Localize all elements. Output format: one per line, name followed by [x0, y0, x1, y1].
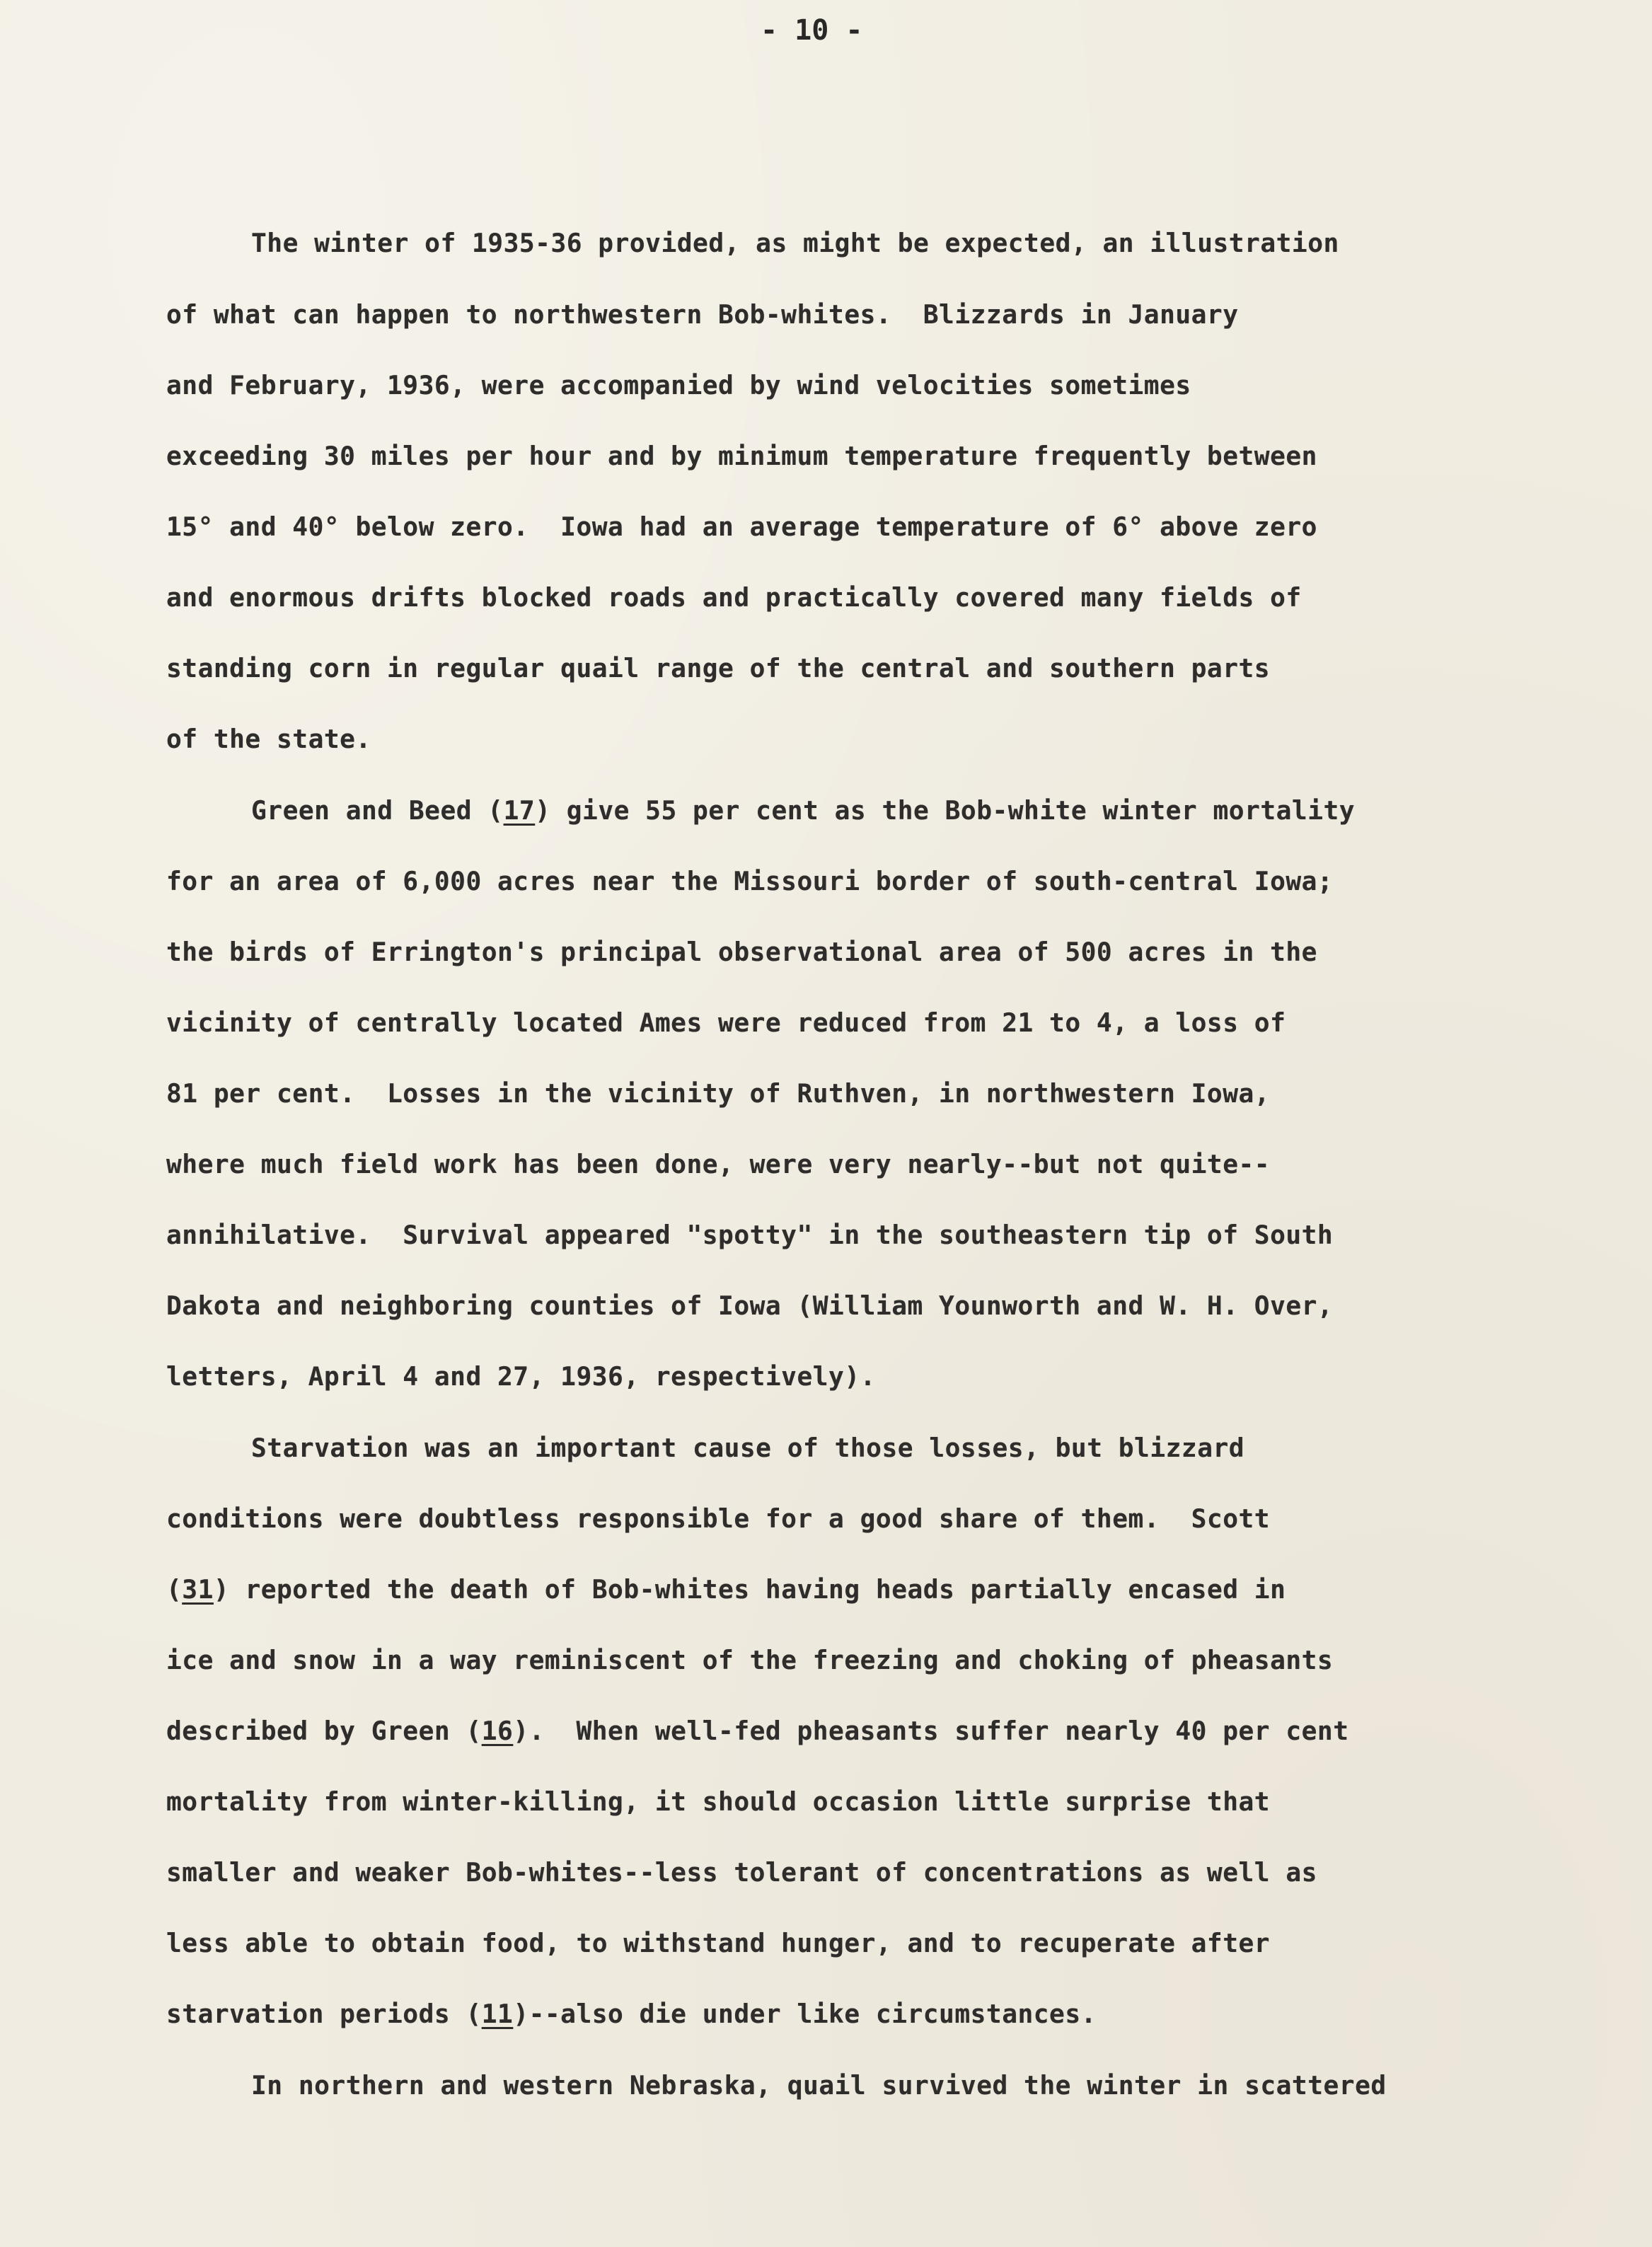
paragraph-3-line-9: starvation periods (11)--also die under like circumstances.: [166, 1999, 1097, 2029]
paragraph-3-line-7: smaller and weaker Bob-whites--less tolerant of concentrations as well as: [166, 1857, 1317, 1888]
paragraph-2-line-8: Dakota and neighboring counties of Iowa (William Younworth and W. H. Over,: [166, 1290, 1334, 1321]
paragraph-2-line-9: letters, April 4 and 27, 1936, respectively).: [166, 1361, 876, 1392]
paragraph-1-line-5: 15° and 40° below zero. Iowa had an average temperature of 6° above zero: [166, 512, 1317, 542]
paragraph-1-line-1: The winter of 1935-36 provided, as might be expected, an illustration: [251, 228, 1339, 258]
paragraph-1-line-6: and enormous drifts blocked roads and practically covered many fields of: [166, 582, 1302, 613]
paragraph-2-line-6: where much field work has been done, were very nearly--but not quite--: [166, 1149, 1271, 1179]
page-number: - 10 -: [761, 14, 863, 47]
paragraph-1-line-4: exceeding 30 miles per hour and by minimum temperature frequently between: [166, 441, 1317, 471]
paragraph-3-line-4: ice and snow in a way reminiscent of the freezing and choking of pheasants: [166, 1645, 1334, 1675]
paragraph-2-line-5: 81 per cent. Losses in the vicinity of Ruthven, in northwestern Iowa,: [166, 1078, 1271, 1109]
paragraph-2-line-1: Green and Beed (17) give 55 per cent as the Bob-white winter mortality: [251, 795, 1356, 826]
paragraph-3-line-3: (31) reported the death of Bob-whites having heads partially encased in: [166, 1574, 1286, 1605]
paragraph-3-line-8: less able to obtain food, to withstand hunger, and to recuperate after: [166, 1928, 1271, 1958]
paragraph-4-line-1: In northern and western Nebraska, quail survived the winter in scattered: [251, 2070, 1387, 2101]
paragraph-3-line-1: Starvation was an important cause of those losses, but blizzard: [251, 1433, 1245, 1463]
paragraph-2-line-3: the birds of Errington's principal observational area of 500 acres in the: [166, 937, 1317, 967]
paragraph-2-line-4: vicinity of centrally located Ames were reduced from 21 to 4, a loss of: [166, 1007, 1286, 1038]
paragraph-2-line-2: for an area of 6,000 acres near the Missouri border of south-central Iowa;: [166, 866, 1334, 896]
paragraph-1-line-8: of the state.: [166, 724, 371, 754]
paragraph-1-line-3: and February, 1936, were accompanied by wind velocities sometimes: [166, 370, 1191, 400]
paragraph-3-line-2: conditions were doubtless responsible for a good share of them. Scott: [166, 1503, 1271, 1534]
paragraph-1-line-2: of what can happen to northwestern Bob-whites. Blizzards in January: [166, 299, 1239, 330]
paragraph-3-line-5: described by Green (16). When well-fed pheasants suffer nearly 40 per cent: [166, 1716, 1349, 1746]
paragraph-1-line-7: standing corn in regular quail range of the central and southern parts: [166, 653, 1271, 683]
paragraph-2-line-7: annihilative. Survival appeared "spotty" in the southeastern tip of South: [166, 1220, 1334, 1250]
paragraph-3-line-6: mortality from winter-killing, it should occasion little surprise that: [166, 1786, 1271, 1817]
